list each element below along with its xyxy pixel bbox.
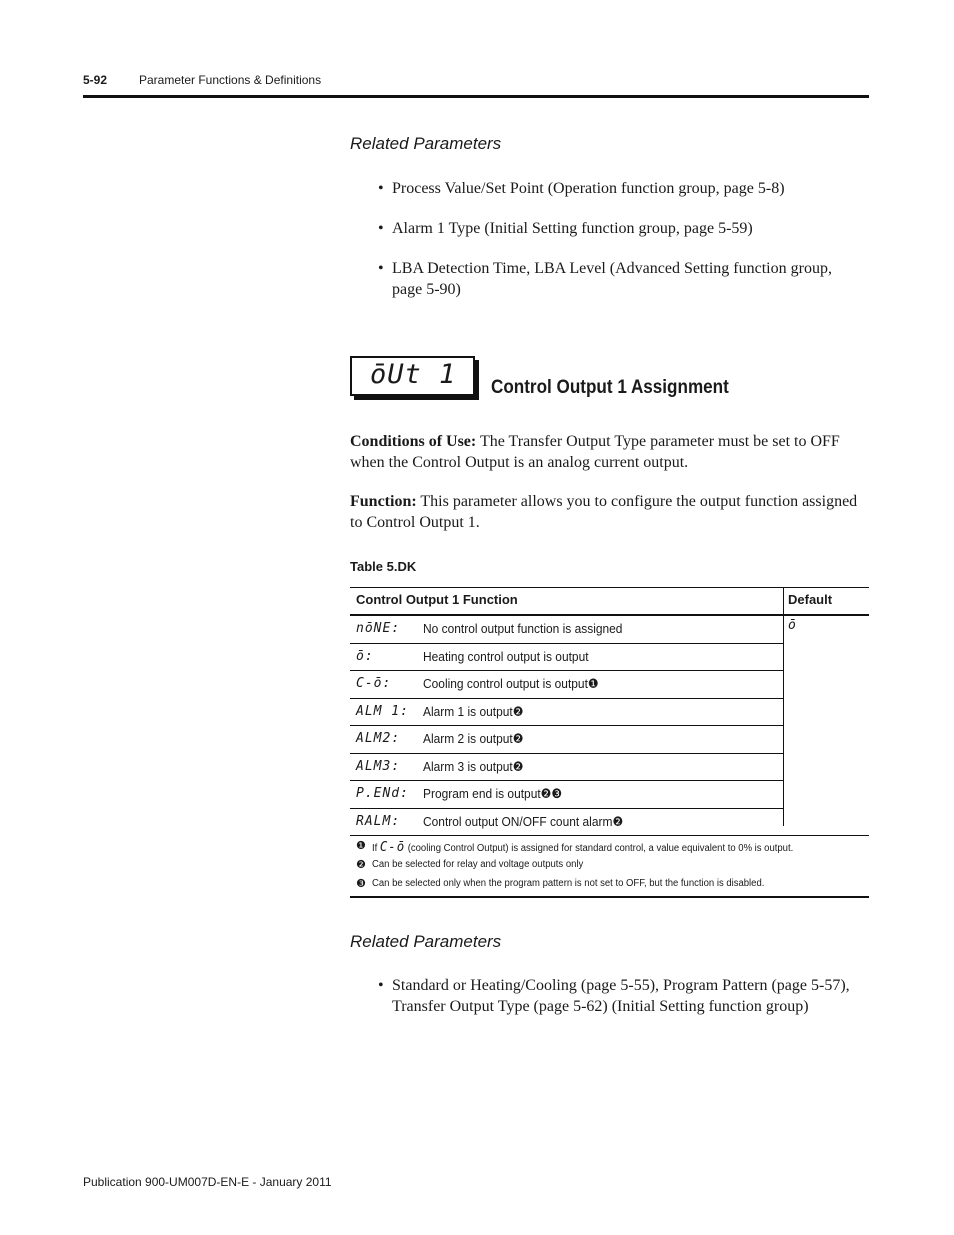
table-row — [350, 699, 783, 727]
table-row — [350, 616, 783, 644]
row-code: nōNE: — [356, 621, 401, 636]
list-item-text: LBA Detection Time, LBA Level (Advanced Setting function group, page 5-90) — [392, 260, 832, 298]
table-row — [350, 754, 783, 782]
row-description: Heating control output is output — [423, 648, 589, 664]
table-note — [350, 836, 869, 855]
row-code: RALM: — [356, 813, 401, 829]
row-code: ō: — [356, 648, 374, 664]
conditions-text: The Transfer Output Type parameter must be set to OFF when the Control Output is an analog current output. — [350, 433, 840, 471]
table-bottom-rule — [350, 896, 869, 898]
note-text: Can be selected for relay and voltage outputs only — [372, 859, 584, 870]
row-code: ALM2: — [356, 731, 401, 746]
note-marker: ❶ — [356, 840, 366, 852]
publication-footer: Publication 900-UM007D-EN-E - January 2011 — [83, 1175, 332, 1189]
table-row — [350, 726, 783, 754]
column-header-function: Control Output 1 Function — [356, 592, 518, 607]
note-marker: ❷ — [356, 859, 366, 871]
table-caption: Table 5.DK — [350, 559, 417, 574]
default-value: ō — [788, 618, 797, 633]
related-parameters-list — [378, 178, 858, 319]
related-parameters-list — [378, 975, 870, 1036]
conditions-of-use — [350, 431, 870, 473]
note-text: If C-ō (cooling Control Output) is assigned for standard control, a value equivalent to 0% is output. — [372, 840, 794, 855]
page-number: 5-92 — [83, 73, 108, 87]
row-description: Cooling control output is output❶ — [423, 676, 599, 691]
column-header-default: Default — [788, 592, 833, 607]
row-code: C-ō: — [356, 676, 392, 691]
output-function-table — [350, 587, 869, 898]
list-item-text: Standard or Heating/Cooling (page 5-55), Program Pattern (page 5-57), Transfer Output Type (page 5-62) (Initial Setting function group) — [392, 977, 850, 1015]
list-item: • Standard or Heating/Cooling (page 5-55), Program Pattern (page 5-57), Transfer Output Type (page 5-62) (Initial Setting function group) — [378, 977, 850, 1015]
row-description: Alarm 3 is output❷ — [423, 758, 524, 774]
row-code: ALM 1: — [356, 703, 409, 719]
conditions-label: Conditions of Use: — [350, 433, 477, 450]
row-code: ALM3: — [356, 758, 401, 774]
list-item-text: Alarm 1 Type (Initial Setting function group, page 5-59) — [392, 220, 753, 237]
table-row — [350, 781, 783, 809]
table-row — [350, 809, 783, 836]
note-marker: ❸ — [356, 878, 366, 890]
row-description: Program end is output❷❸ — [423, 786, 563, 801]
table-row — [350, 644, 783, 672]
list-item: • LBA Detection Time, LBA Level (Advanced Setting function group, page 5-90) — [378, 260, 832, 298]
note-text: Can be selected only when the program pattern is not set to OFF, but the function is disabled. — [372, 878, 765, 889]
row-description: Alarm 2 is output❷ — [423, 731, 524, 746]
row-description: Control output ON/OFF count alarm❷ — [423, 813, 624, 829]
function-label: Function: — [350, 493, 417, 510]
chapter-title: Parameter Functions & Definitions — [139, 73, 322, 87]
table-note — [350, 855, 869, 874]
related-parameters-heading: Related Parameters — [350, 134, 502, 153]
related-parameters-heading: Related Parameters — [350, 932, 502, 951]
function-description — [350, 491, 870, 533]
column-divider — [783, 587, 784, 826]
list-item: • Process Value/Set Point (Operation function group, page 5-8) — [378, 180, 785, 197]
list-item-text: Process Value/Set Point (Operation function group, page 5-8) — [392, 180, 785, 197]
row-description: Alarm 1 is output❷ — [423, 703, 524, 719]
header-rule — [83, 95, 869, 98]
table-note — [350, 874, 869, 893]
section-title: Control Output 1 Assignment — [491, 377, 729, 398]
row-code: P.ENd: — [356, 786, 409, 801]
table-header — [350, 588, 869, 616]
list-item: • Alarm 1 Type (Initial Setting function group, page 5-59) — [378, 220, 753, 237]
table-row — [350, 671, 783, 699]
display-code-box — [350, 356, 475, 396]
display-code: ōUt 1 — [370, 359, 457, 390]
function-text: This parameter allows you to configure the output function assigned to Control Output 1. — [350, 493, 858, 531]
row-description: No control output function is assigned — [423, 621, 623, 636]
